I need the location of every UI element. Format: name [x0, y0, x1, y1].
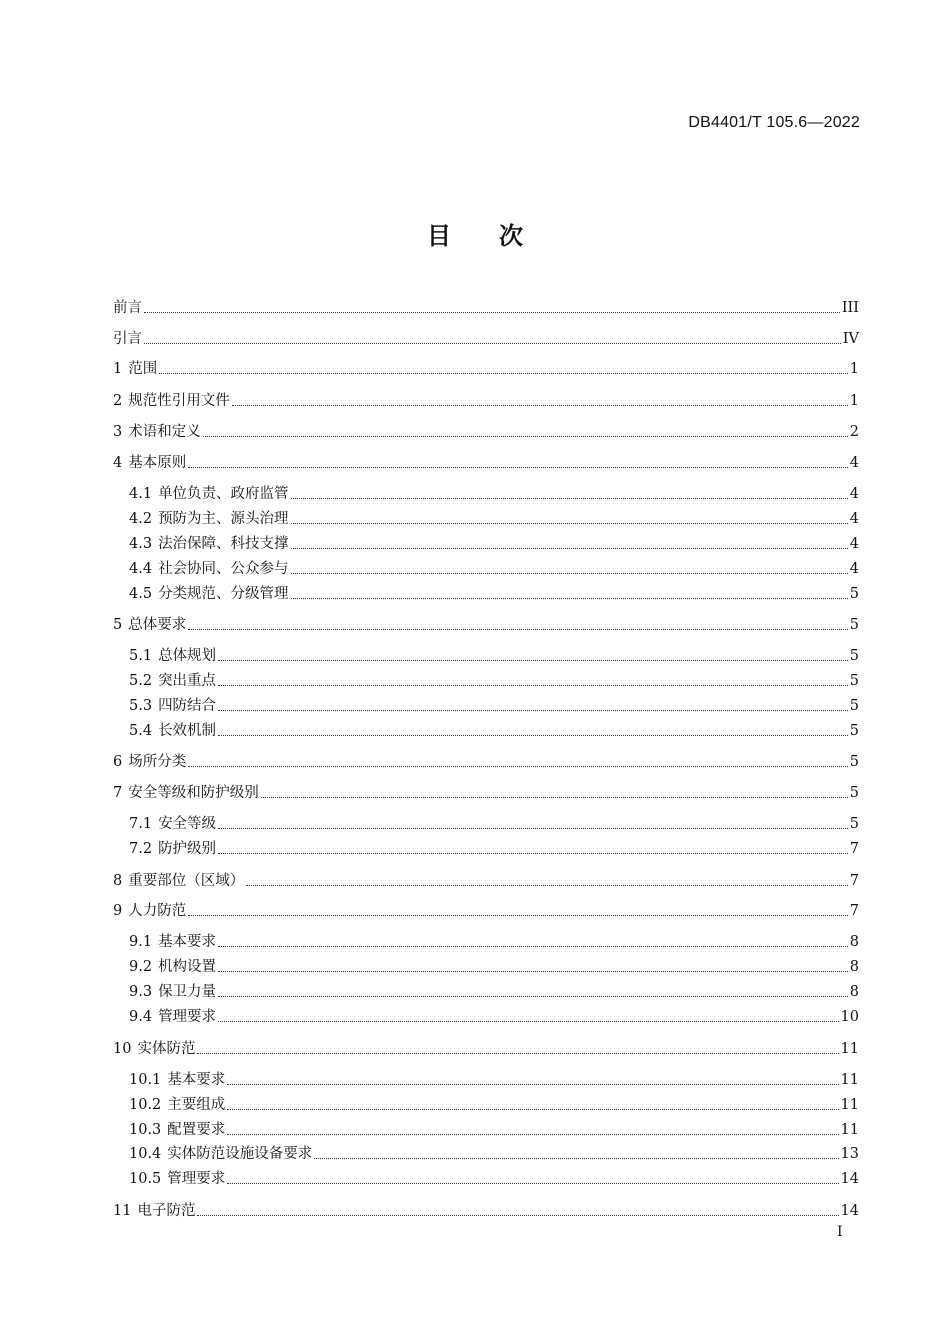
dot-leader — [203, 435, 848, 437]
toc-entry-number: 7.1 — [129, 816, 153, 832]
toc-entry-page: 4 — [849, 511, 859, 527]
toc-entry[interactable] — [113, 781, 859, 803]
dot-leader — [227, 1133, 838, 1135]
toc-entry-label: 电子防范 — [137, 1203, 196, 1219]
dot-leader — [218, 684, 848, 686]
toc-entry-page: 2 — [849, 424, 859, 440]
toc-entry-label: 实体防范设施设备要求 — [167, 1146, 313, 1162]
toc-entry-label: 场所分类 — [128, 754, 187, 770]
toc-entry-label: 前言 — [113, 300, 142, 316]
dot-leader — [261, 796, 848, 798]
toc-entry-label: 规范性引用文件 — [128, 393, 230, 409]
toc-subentry[interactable] — [129, 532, 859, 554]
dot-leader — [218, 709, 848, 711]
toc-entry-label: 四防结合 — [158, 698, 217, 714]
toc-entry-label: 社会协同、公众参与 — [158, 561, 289, 577]
toc-entry-number: 9 — [113, 903, 123, 919]
dot-leader — [218, 734, 848, 736]
toc-entry-page: 7 — [849, 841, 859, 857]
toc-entry-page: 8 — [849, 984, 859, 1000]
toc-entry-page: 7 — [849, 873, 859, 889]
toc-entry-page: 8 — [849, 959, 859, 975]
toc-entry-label: 基本要求 — [167, 1072, 226, 1088]
dot-leader — [218, 659, 848, 661]
dot-leader — [291, 572, 848, 574]
toc-entry-label: 机构设置 — [158, 959, 217, 975]
toc-entry-label: 配置要求 — [167, 1122, 226, 1138]
toc-entry-label: 总体要求 — [128, 617, 187, 633]
toc-subentry[interactable] — [129, 1093, 859, 1115]
toc-entry[interactable] — [113, 750, 859, 772]
toc-entry-label: 范围 — [128, 361, 158, 377]
dot-leader — [218, 945, 848, 947]
toc-entry-label: 管理要求 — [158, 1009, 217, 1025]
dot-leader — [218, 852, 848, 854]
toc-entry-label: 突出重点 — [158, 673, 217, 689]
toc-entry-label: 分类规范、分级管理 — [158, 586, 289, 602]
dot-leader — [232, 404, 848, 406]
toc-title — [0, 216, 950, 251]
toc-entry-number: 4 — [113, 455, 123, 471]
toc-entry[interactable] — [113, 1199, 859, 1221]
toc-entry-label: 长效机制 — [158, 723, 217, 739]
toc-entry-page: 5 — [849, 698, 859, 714]
toc-entry-number: 4.3 — [129, 536, 153, 552]
dot-leader — [188, 765, 848, 767]
toc-subentry[interactable] — [129, 1118, 859, 1140]
toc-entry-label: 管理要求 — [167, 1171, 226, 1187]
toc-entry-label: 单位负责、政府监管 — [158, 486, 289, 502]
toc-entry-page: 4 — [849, 561, 859, 577]
toc-subentry[interactable] — [129, 669, 859, 691]
toc-title-char-1: 目 — [427, 222, 451, 250]
dot-leader — [218, 995, 848, 997]
toc-entry-page: III — [841, 300, 859, 316]
dot-leader — [197, 1214, 838, 1216]
toc-entry-number: 10.5 — [129, 1171, 162, 1187]
toc-entry-page: 1 — [849, 361, 859, 377]
toc-entry-number: 1 — [113, 361, 123, 377]
toc-entry-page: 5 — [849, 816, 859, 832]
toc-subentry[interactable] — [129, 837, 859, 859]
dot-leader — [314, 1157, 838, 1159]
toc-entry-number: 9.2 — [129, 959, 153, 975]
toc-subentry[interactable] — [129, 644, 859, 666]
toc-entry[interactable] — [113, 296, 859, 318]
dot-leader — [218, 827, 848, 829]
toc-entry-page: 5 — [849, 586, 859, 602]
toc-entry-page: 5 — [849, 617, 859, 633]
toc-entry-number: 8 — [113, 873, 123, 889]
toc-entry-number: 10.1 — [129, 1072, 162, 1088]
dot-leader — [144, 311, 840, 313]
toc-entry-number: 6 — [113, 754, 123, 770]
toc-entry-page: 1 — [849, 393, 859, 409]
dot-leader — [159, 372, 848, 374]
standard-code: DB4401/T 105.6—2022 — [688, 114, 860, 131]
toc-entry-label: 人力防范 — [128, 903, 187, 919]
toc-entry-page: 5 — [849, 723, 859, 739]
dot-leader — [218, 1020, 838, 1022]
toc-subentry[interactable] — [129, 955, 859, 977]
toc-entry-page: 5 — [849, 648, 859, 664]
toc-title-char-2: 次 — [499, 222, 523, 250]
toc-subentry[interactable] — [129, 719, 859, 741]
toc-subentry[interactable] — [129, 694, 859, 716]
toc-entry[interactable] — [113, 389, 859, 411]
toc-entry[interactable] — [113, 451, 859, 473]
toc-entry[interactable] — [113, 613, 859, 635]
dot-leader — [188, 466, 848, 468]
toc-entry-number: 7.2 — [129, 841, 153, 857]
toc-entry-number: 10 — [113, 1041, 132, 1057]
dot-leader — [197, 1052, 838, 1054]
toc-entry-label: 基本要求 — [158, 934, 217, 950]
toc-entry-number: 5.4 — [129, 723, 153, 739]
toc-entry-label: 主要组成 — [167, 1097, 226, 1113]
toc-subentry[interactable] — [129, 1068, 859, 1090]
toc-entry-label: 术语和定义 — [128, 424, 201, 440]
dot-leader — [291, 547, 848, 549]
toc-subentry[interactable] — [129, 1142, 859, 1164]
toc-subentry[interactable] — [129, 582, 859, 604]
page-number: I — [837, 1224, 843, 1240]
toc-entry-label: 保卫力量 — [158, 984, 217, 1000]
toc-subentry[interactable] — [129, 1005, 859, 1027]
toc-entry-number: 10.4 — [129, 1146, 162, 1162]
toc-subentry[interactable] — [129, 507, 859, 529]
dot-leader — [227, 1083, 838, 1085]
toc-entry-page: 11 — [840, 1041, 859, 1057]
toc-entry-page: 8 — [849, 934, 859, 950]
toc-entry-page: 11 — [840, 1122, 859, 1138]
toc-entry-page: 13 — [840, 1146, 859, 1162]
dot-leader — [227, 1108, 838, 1110]
toc-entry-label: 基本原则 — [128, 455, 187, 471]
toc-subentry[interactable] — [129, 482, 859, 504]
dot-leader — [188, 628, 848, 630]
toc-entry-page: 5 — [849, 754, 859, 770]
toc-entry-label: 安全等级 — [158, 816, 217, 832]
dot-leader — [291, 522, 848, 524]
toc-subentry[interactable] — [129, 1167, 859, 1189]
toc-entry-label: 总体规划 — [158, 648, 217, 664]
toc-entry-number: 9.4 — [129, 1009, 153, 1025]
toc-entry-page: 4 — [849, 486, 859, 502]
toc-entry-page: 14 — [840, 1171, 859, 1187]
toc-entry-label: 预防为主、源头治理 — [158, 511, 289, 527]
toc-entry-number: 10.2 — [129, 1097, 162, 1113]
dot-leader — [218, 970, 848, 972]
toc-entry[interactable] — [113, 869, 859, 891]
toc-entry-number: 10.3 — [129, 1122, 162, 1138]
toc-entry-label: 引言 — [113, 331, 142, 347]
toc-entry-number: 4.4 — [129, 561, 153, 577]
toc-entry-number: 5.2 — [129, 673, 153, 689]
toc-entry-number: 5.1 — [129, 648, 153, 664]
toc-entry-page: 11 — [840, 1097, 859, 1113]
dot-leader — [227, 1182, 838, 1184]
toc-entry[interactable] — [113, 899, 859, 921]
toc-entry-label: 法治保障、科技支撑 — [158, 536, 289, 552]
toc-entry-page: 10 — [840, 1009, 859, 1025]
toc-entry-page: 5 — [849, 785, 859, 801]
toc-entry-number: 7 — [113, 785, 123, 801]
toc-entry-page: 11 — [840, 1072, 859, 1088]
toc-entry-label: 实体防范 — [137, 1041, 196, 1057]
toc-entry[interactable] — [113, 1037, 859, 1059]
dot-leader — [246, 884, 848, 886]
dot-leader — [144, 342, 841, 344]
toc-entry-label: 安全等级和防护级别 — [128, 785, 259, 801]
toc-entry-number: 9.3 — [129, 984, 153, 1000]
toc-entry-number: 2 — [113, 393, 123, 409]
toc-entry-label: 防护级别 — [158, 841, 217, 857]
toc-entry-number: 9.1 — [129, 934, 153, 950]
toc-subentry[interactable] — [129, 557, 859, 579]
toc-entry-page: 14 — [840, 1203, 859, 1219]
toc-entry-page: IV — [842, 331, 859, 347]
toc-entry-page: 4 — [849, 536, 859, 552]
toc-entry-number: 11 — [113, 1203, 132, 1219]
toc-subentry[interactable] — [129, 812, 859, 834]
toc-entry-number: 4.2 — [129, 511, 153, 527]
toc-entry-label: 重要部位（区域） — [128, 873, 245, 889]
toc-entry[interactable] — [113, 420, 859, 442]
toc-entry[interactable] — [113, 357, 859, 379]
toc-entry-number: 4.1 — [129, 486, 153, 502]
toc-entry-page: 7 — [849, 903, 859, 919]
toc-entry-number: 3 — [113, 424, 123, 440]
dot-leader — [188, 914, 848, 916]
toc-entry-number: 5 — [113, 617, 123, 633]
dot-leader — [291, 597, 848, 599]
toc-subentry[interactable] — [129, 930, 859, 952]
toc-entry-number: 5.3 — [129, 698, 153, 714]
dot-leader — [291, 497, 848, 499]
toc-entry-number: 4.5 — [129, 586, 153, 602]
toc-entry[interactable] — [113, 327, 859, 349]
toc-entry-page: 4 — [849, 455, 859, 471]
toc-entry-page: 5 — [849, 673, 859, 689]
toc-subentry[interactable] — [129, 980, 859, 1002]
